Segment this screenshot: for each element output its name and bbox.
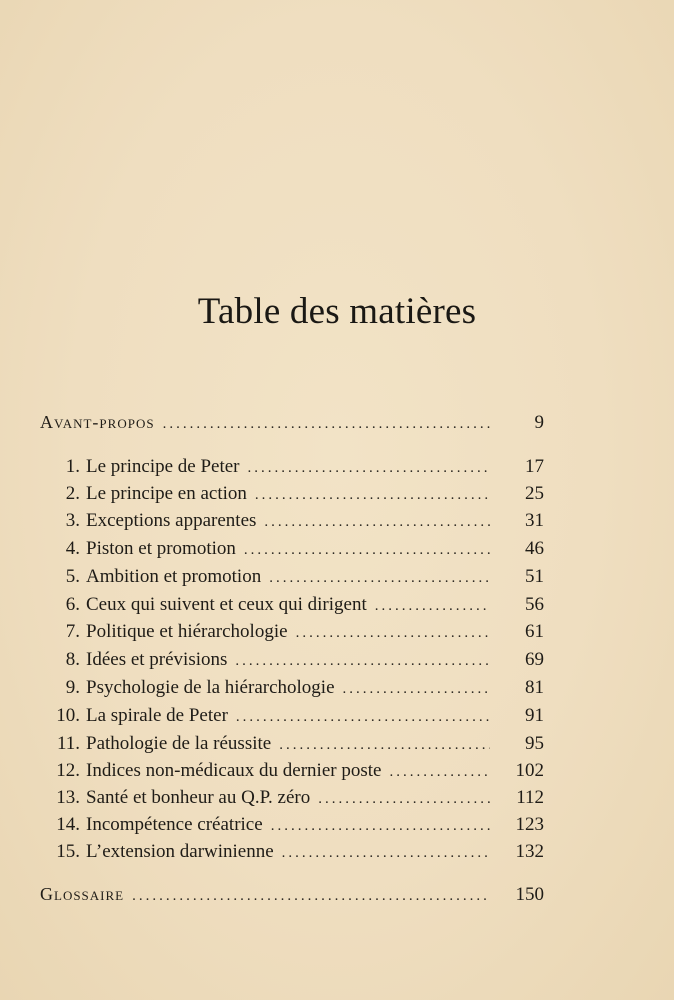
toc-entry-label: Santé et bonheur au Q.P. zéro: [86, 787, 311, 808]
toc-entry-chapter: [40, 814, 544, 840]
toc-page-number: 61: [525, 621, 544, 642]
dot-leader: [296, 625, 490, 642]
toc-page-number: 95: [525, 733, 544, 754]
toc-entry-label: Ambition et promotion: [86, 566, 262, 587]
chapter-number: 15.: [56, 841, 80, 862]
toc-page-number: 46: [525, 538, 544, 559]
toc-entry-chapter: [40, 621, 544, 647]
toc-entry-chapter: [40, 566, 544, 592]
toc-page-number: 9: [534, 412, 544, 433]
dot-leader: [375, 598, 490, 615]
page-title: Table des matières: [197, 291, 477, 332]
toc-page-number: 56: [525, 594, 544, 615]
toc-page-number: 112: [516, 787, 544, 808]
toc-entry-label: Avant-propos: [40, 412, 155, 432]
toc-page-number: 31: [525, 510, 544, 531]
toc-entry-chapter: [40, 456, 544, 482]
toc-entry-label: Ceux qui suivent et ceux qui dirigent: [86, 594, 367, 615]
toc-entry-chapter: [40, 483, 544, 509]
dot-leader: [132, 888, 490, 905]
chapter-number: 8.: [65, 649, 80, 670]
dot-leader: [389, 764, 490, 781]
dot-leader: [269, 570, 490, 587]
chapter-number: 7.: [65, 621, 80, 642]
dot-leader: [163, 416, 490, 433]
toc-entry-chapter: [40, 787, 544, 813]
toc-entry-chapter: [40, 733, 544, 759]
chapter-number: 1.: [65, 456, 80, 477]
toc-page-number: 51: [525, 566, 544, 587]
toc-entry-chapter: [40, 760, 544, 786]
toc-entry-chapter: [40, 538, 544, 564]
dot-leader: [248, 460, 490, 477]
toc-entry-chapter: [40, 677, 544, 703]
chapter-number: 13.: [56, 787, 80, 808]
toc-entry-label: Incompétence créatrice: [86, 814, 263, 835]
toc-page-number: 91: [525, 705, 544, 726]
toc-entry-chapter: [40, 649, 544, 675]
toc-entry-chapter: [40, 705, 544, 731]
dot-leader: [279, 737, 490, 754]
chapter-number: 10.: [56, 705, 80, 726]
chapter-number: 3.: [65, 510, 80, 531]
toc-entry-label: Politique et hiérarchologie: [86, 621, 288, 642]
dot-leader: [271, 818, 490, 835]
dot-leader: [235, 653, 490, 670]
toc-page-number: 150: [515, 884, 544, 905]
toc-entry-label: Le principe en action: [86, 483, 247, 504]
dot-leader: [343, 681, 490, 698]
chapter-number: 11.: [56, 733, 80, 754]
toc-entry-label: La spirale de Peter: [86, 705, 228, 726]
dot-leader: [264, 514, 490, 531]
chapter-number: 6.: [65, 594, 80, 615]
dot-leader: [318, 791, 490, 808]
toc-page-number: 69: [525, 649, 544, 670]
chapter-number: 5.: [65, 566, 80, 587]
dot-leader: [255, 487, 490, 504]
toc-entry-label: Exceptions apparentes: [86, 510, 257, 531]
toc-entry-chapter: [40, 841, 544, 867]
dot-leader: [244, 542, 490, 559]
toc-entry-label: Idées et prévisions: [86, 649, 228, 670]
toc-page-number: 123: [515, 814, 544, 835]
toc-entry-back: [40, 884, 544, 910]
chapter-number: 2.: [65, 483, 80, 504]
toc-page-number: 81: [525, 677, 544, 698]
toc-page-number: 102: [515, 760, 544, 781]
toc-entry-chapter: [40, 594, 544, 620]
toc-entry-label: Le principe de Peter: [86, 456, 240, 477]
dot-leader: [282, 845, 490, 862]
toc-entry-front: [40, 412, 544, 438]
toc-entry-label: Psychologie de la hiérarchologie: [86, 677, 335, 698]
chapter-number: 4.: [65, 538, 80, 559]
toc-entry-label: Piston et promotion: [86, 538, 236, 559]
chapter-number: 9.: [65, 677, 80, 698]
toc-entry-label: Pathologie de la réussite: [86, 733, 272, 754]
chapter-number: 12.: [56, 760, 80, 781]
chapter-number: 14.: [56, 814, 80, 835]
toc-page-number: 17: [525, 456, 544, 477]
dot-leader: [236, 709, 490, 726]
toc-entry-label: Indices non-médicaux du dernier poste: [86, 760, 382, 781]
toc-page-number: 132: [515, 841, 544, 862]
toc-page-number: 25: [525, 483, 544, 504]
toc-entry-label: Glossaire: [40, 884, 125, 904]
toc-entry-chapter: [40, 510, 544, 536]
toc-entry-label: L’extension darwinienne: [86, 841, 274, 862]
